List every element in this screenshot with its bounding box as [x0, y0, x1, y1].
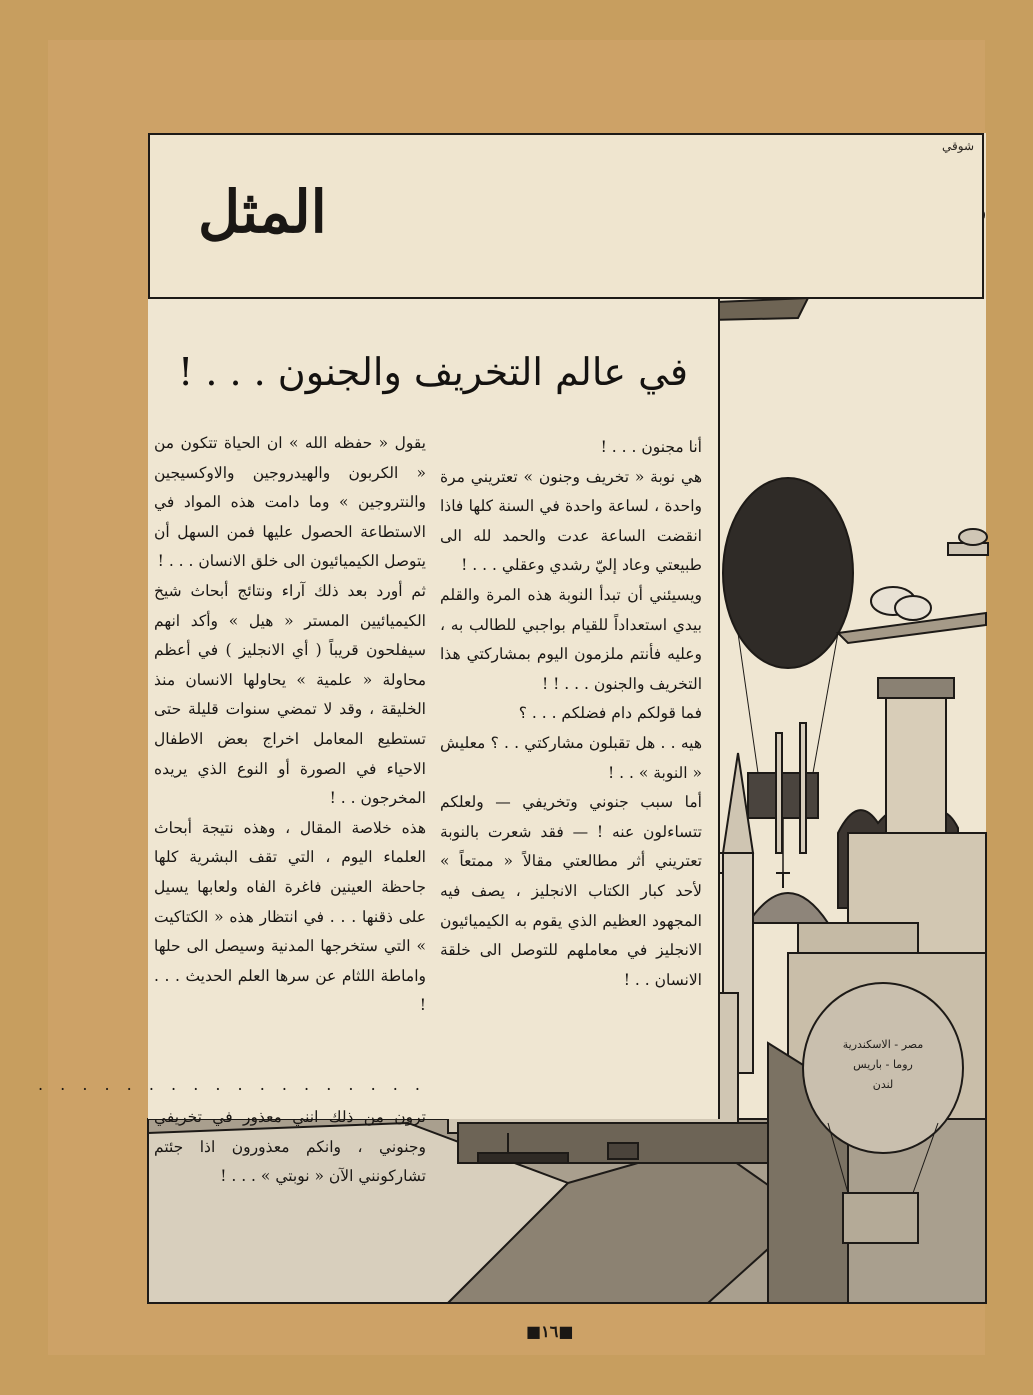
balloon-city-label: روما - باريس: [853, 1058, 913, 1071]
paragraph: ترون من ذلك انني معذور في تخريفي وجنوني ، وانكم معذورون اذا جئتم تشاركونني الآن « نوبتي » . . . !: [154, 1108, 426, 1186]
printed-sheet: [37, 133, 986, 1303]
balloon-city-label: مصر - الاسكندرية: [842, 1038, 924, 1051]
section-separator: . . . . . . . . . . . . . . . . . .: [37, 1075, 426, 1094]
paragraph: أما سبب جنوني وتخريفي — ولعلكم تتساءلون عنه ! — فقد شعرت بالنوبة تعتريني أثر مطالعتي مقالاً « ممتعاً » لأحد كبار الكتاب الانجليز ، يصف فيه المجهود العظيم الذي يقوم به الكيميائيون الانجليز في معاملهم للتوصل الى خلقة الانسان . . !: [440, 793, 702, 989]
page-number-text: ١٦: [541, 1322, 559, 1341]
artist-signature: شوقي: [942, 139, 974, 153]
magazine-page: [37, 40, 985, 1355]
article-right-column: [440, 433, 702, 995]
article-left-column: [154, 429, 426, 1021]
paragraph: أنا مجنون . . . !: [600, 438, 702, 456]
paragraph: هيه . . هل تقبلون مشاركتي . . ؟ معليش « النوبة » . . !: [440, 733, 702, 782]
page-number: ■١٦■: [526, 1322, 574, 1341]
article-closing: [154, 1103, 426, 1192]
paragraph: يقول « حفظه الله » ان الحياة تتكون من « الكربون والهيدروجين والاوكسيجين والنتروجين » وما دامت هذه المواد في الاستطاعة الحصول عليها فمن السهل أن يتوصل الكيميائيون الى خلق الانسان . . . !: [154, 434, 426, 571]
paragraph: ثم أورد بعد ذلك آراء ونتائج أبحاث شيخ الكيميائيين المستر « هيل » وأكد انهم سيفلحون قريباً ( أي الانجليز ) في أعظم محاولة « علمية » يحاولها الانسان منذ الخليقة ، وقد لا تمضي سنوات قليلة حتى تستطيع المعامل اخراج بعض الاطفال الاحياء في الصورة أو النوع الذي يريده المخرجون . . !: [154, 581, 426, 808]
paragraph: فما قولكم دام فضلكم . . . ؟: [518, 704, 702, 723]
balloon-city-label: لندن: [872, 1078, 894, 1091]
masthead-title: المثل: [198, 178, 327, 246]
article-headline: في عالم التخريف والجنون . . . !: [177, 350, 689, 394]
paragraph: ويسيئني أن تبدأ النوبة هذه المرة والقلم بيدي استعداداً للقيام بواجبي للطالب به ، وعليه فأنتم ملزمون اليوم بمشاركتي هذا التخريف والجنون . . . ! !: [440, 585, 702, 693]
paragraph: هي نوبة « تخريف وجنون » تعتريني مرة واحدة ، لساعة واحدة في السنة كلها فاذا انقضت الساعة عدت والحمد لله الى طبيعتي وعاد إليّ رشدي وعقلي . . . !: [440, 467, 702, 575]
paragraph: هذه خلاصة المقال ، وهذه نتيجة أبحاث العلماء اليوم ، التي تقف البشرية كلها جاحظة العينين فاغرة الفاه ولعابها يسيل على ذقنها . . . في انتظار هذه « الكتاكيت » التي ستخرجها المدنية وسيصل الى حلها واماطة اللثام عن سرها العلم الحديث . . . !: [154, 818, 426, 1015]
